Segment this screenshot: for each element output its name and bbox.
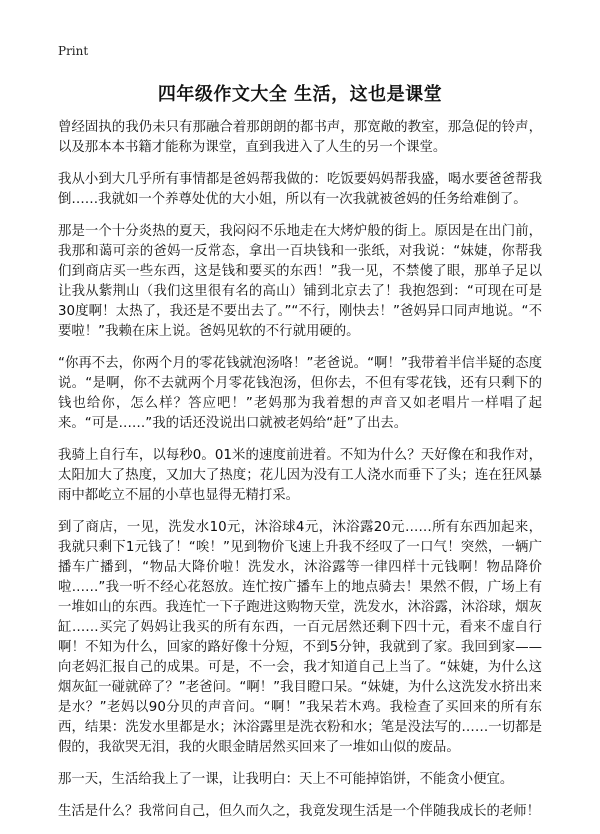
paragraph: 到了商店，一见，洗发水10元，沐浴球4元，沐浴露20元……所有东西加起来，我就只剩下1元钱了！“唉！”见到物价飞速上升我不经叹了一口气！突然，一辆广播车广播到，“物品大降价啦！洗发水，沐浴露等一律四样十元钱啊！物品降价啦……”我一听不经心花怒放。连忙按广播车上的地点骑去！果然不假，广场上有一堆如山的东西。我连忙一下子跑进这购物天堂，洗发水，沐浴露，沐浴球，烟灰缸……买完了妈妈让我买的所有东西，一百元居然还剩下四十元，看来不虚自行啊！不知为什么，回家的路好像十分短，不到5分钟，我就到了家。我回到家——向老妈汇报自己的成果。可是，不一会，我才知道自己上当了。“妹婕，为什么这烟灰缸一碰就碎了？”老爸问。“啊！”我目瞪口呆。“妹婕，为什么这洗发水挤出来是水？”老妈以90分贝的声音问。“啊！”我呆若木鸡。我检查了买回来的所有东西，结果：洗发水里都是水；沐浴露里是洗衣粉和水；笔是没法写的……一切都是假的，我欲哭无泪，我的火眼金睛居然买回来了一堆如山似的废品。 — [58, 520, 542, 755]
paragraph: “你再不去，你两个月的零花钱就泡汤咯！”老爸说。“啊！”我带着半信半疑的态度说。“是啊，你不去就两个月零花钱泡汤，但你去，不但有零花钱，还有只剩下的钱也给你，怎么样？答应吧！”老妈那为我着想的声音又如老唱片一样唱了起来。“可是……”我的话还没说出口就被老妈给“赶”了出去。 — [58, 356, 542, 431]
paragraph: 那一天，生活给我上了一课，让我明白：天上不可能掉馅饼，不能贪小便宜。 — [58, 772, 514, 787]
article-title: 四年级作文大全 生活，这也是课堂 — [157, 84, 443, 105]
paragraph: 曾经固执的我仍未只有那融合着那朗朗的都书声，那宽敞的教室，那急促的铃声，以及那本本书籍才能称为课堂，直到我进入了人生的另一个课堂。 — [58, 120, 542, 155]
paragraph: 我骑上自行车，以每秒0。01米的速度前进着。不知为什么？天好像在和我作对，太阳加大了热度，又加大了热度；花儿因为没有工人浇水而垂下了头；连在狂风暴雨中都屹立不屈的小草也显得无精打采。 — [58, 448, 542, 503]
print-link[interactable]: Print — [58, 44, 89, 58]
paragraph: 生活是什么？我常问自己，但久而久之，我竟发现生活是一个伴随我成长的老师！ — [58, 804, 541, 819]
paragraph: 我从小到大几乎所有事情都是爸妈帮我做的：吃饭要妈妈帮我盛，喝水要爸爸帮我倒……我就如一个养尊处优的大小姐，所以有一次我就被爸妈的任务给难倒了。 — [58, 172, 542, 207]
article-body — [58, 118, 542, 834]
paragraph: 那是一个十分炎热的夏天，我闷闷不乐地走在大烤炉般的街上。原因是在出门前，我那和蔼可亲的爸妈一反常态，拿出一百块钱和一张纸，对我说：“妹婕，你帮我们到商店买一些东西，这是钱和要买的东西！”我一见，不禁傻了眼，那单子足以让我从紫荆山（我们这里很有名的高山）铺到北京去了！我抱怨到：“可现在可是30度啊！太热了，我还是不要出去了。”“不行，刚快去！”爸妈异口同声地说。“不要啦！”我赖在床上说。爸妈见软的不行就用硬的。 — [58, 224, 542, 339]
